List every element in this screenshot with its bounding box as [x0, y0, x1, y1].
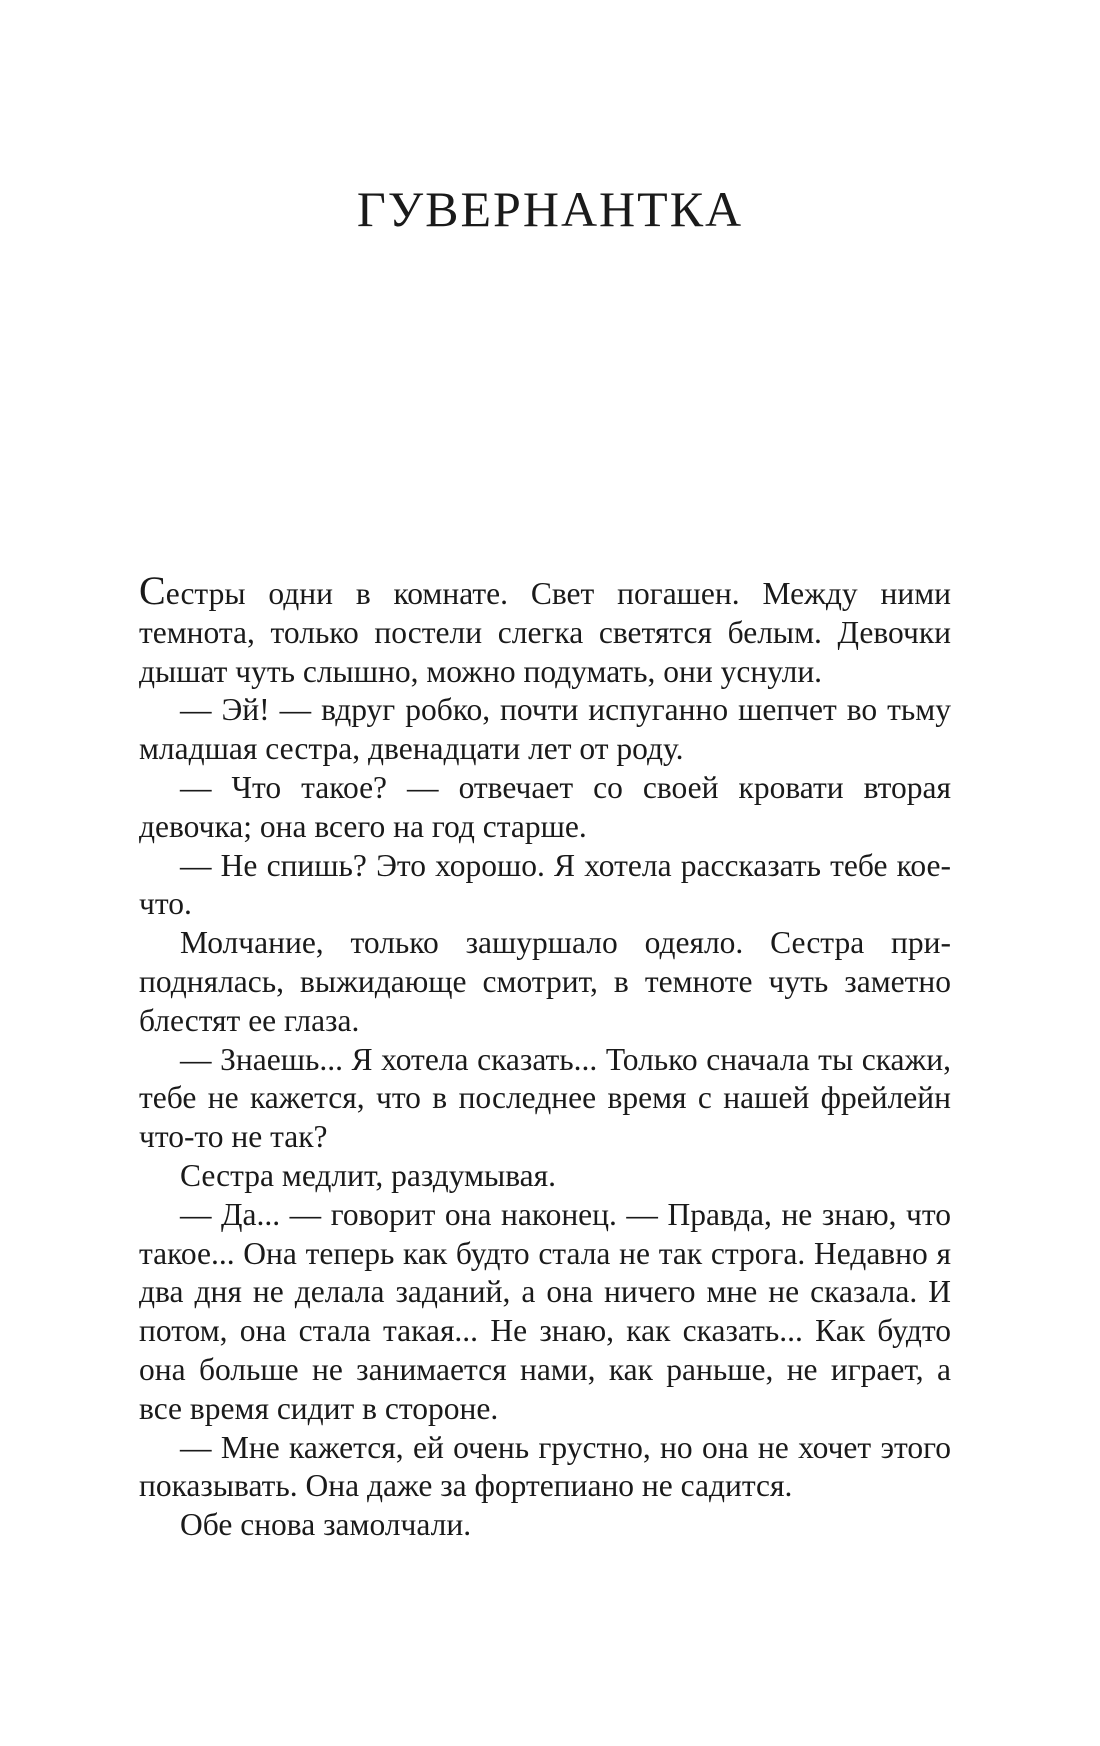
paragraph-1 — [139, 568, 951, 691]
chapter-title: ГУВЕРНАНТКА — [356, 181, 744, 237]
paragraph-9: — Мне кажется, ей очень грустно, но она не хочет этого показывать. Она даже за фортепиано не садится. — [139, 1429, 951, 1504]
paragraph-3: — Что такое? — отвечает со своей кровати вторая девочка; она всего на год старше. — [139, 769, 951, 844]
paragraph-7: Сестра медлит, раздумывая. — [180, 1157, 557, 1193]
paragraph-10: Обе снова замолчали. — [180, 1507, 472, 1543]
drop-cap-letter: С — [139, 568, 166, 613]
paragraph-2: — Эй! — вдруг робко, почти испуганно шепчет во тьму младшая сестра, двенадцати лет от роду. — [139, 692, 951, 767]
paragraph-6: — Знаешь... Я хотела сказать... Только сначала ты скажи, тебе не кажется, что в последнее время с нашей фрейлейн что-то не так? — [139, 1041, 951, 1155]
chapter-text — [139, 568, 951, 1545]
paragraph-4: — Не спишь? Это хорошо. Я хотела рассказать тебе кое-что. — [139, 847, 951, 922]
paragraph-5: Молчание, только зашуршало одеяло. Сестра приподнялась, выжидающе смотрит, в темноте чуть заметно блестят ее глаза. — [139, 925, 951, 1038]
paragraph-1-text: естры одни в комнате. Свет погашен. Между ними темнота, только постели слегка светятся белым. Девочки дышат чуть слышно, можно подумать, они уснули. — [139, 576, 951, 689]
paragraph-8: — Да... — говорит она наконец. — Правда, не знаю, что такое... Она теперь как будто стала не так строга. Недавно я два дня не делала заданий, а она ничего мне не сказала. И потом, она стала такая... Не знаю, как сказать... Как будто она больше не занимается нами, как раньше, не играет, а все время сидит в стороне. — [139, 1196, 951, 1426]
